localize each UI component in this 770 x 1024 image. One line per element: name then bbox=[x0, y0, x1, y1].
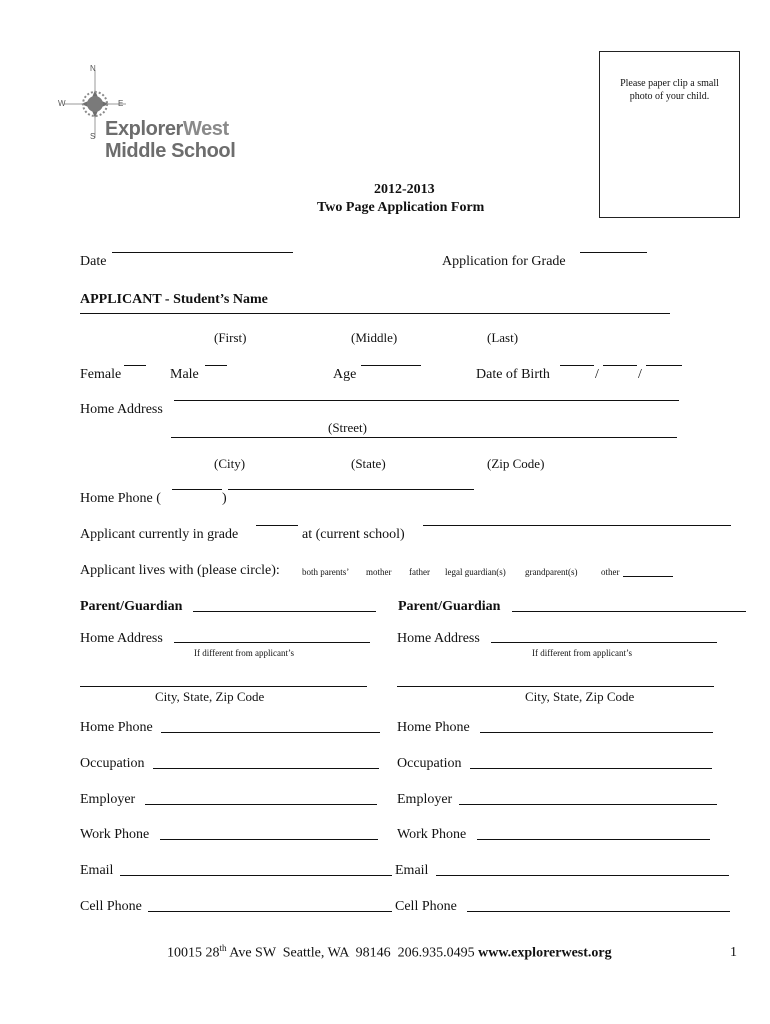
guardian-right-email-field[interactable] bbox=[436, 875, 729, 876]
form-year: 2012-2013 bbox=[374, 182, 435, 197]
current-grade-field[interactable] bbox=[256, 525, 298, 526]
guardian-right-heading: Parent/Guardian bbox=[398, 599, 501, 614]
guardian-left-work-phone-field[interactable] bbox=[160, 839, 378, 840]
last-caption: (Last) bbox=[487, 330, 519, 345]
compass-e: E bbox=[118, 99, 124, 108]
guardian-right-employer-label: Employer bbox=[397, 792, 453, 807]
grade-field[interactable] bbox=[580, 252, 647, 253]
guardian-right-occupation-label: Occupation bbox=[397, 756, 462, 771]
lives-with-option-grandparent[interactable]: grandparent(s) bbox=[525, 567, 578, 577]
guardian-right-city-caption: City, State, Zip Code bbox=[525, 689, 635, 704]
lives-with-option-mother[interactable]: mother bbox=[366, 567, 392, 577]
home-phone-close: ) bbox=[222, 491, 227, 506]
applicant-heading: APPLICANT - Student’s Name bbox=[80, 292, 268, 307]
guardian-left-email-field[interactable] bbox=[120, 875, 392, 876]
guardian-right-home-phone-field[interactable] bbox=[480, 732, 713, 733]
street-field[interactable] bbox=[174, 400, 679, 401]
guardian-right-name-field[interactable] bbox=[512, 611, 746, 612]
dob-slash-2: / bbox=[638, 367, 642, 382]
school-logo bbox=[58, 64, 236, 164]
city-caption: (City) bbox=[214, 456, 246, 471]
guardian-left-name-field[interactable] bbox=[193, 611, 376, 612]
guardian-right-cell-phone-label: Cell Phone bbox=[395, 899, 457, 914]
guardian-left-home-phone-field[interactable] bbox=[161, 732, 380, 733]
male-field[interactable] bbox=[205, 365, 227, 366]
guardian-left-home-address-label: Home Address bbox=[80, 631, 163, 646]
guardian-right-work-phone-field[interactable] bbox=[477, 839, 710, 840]
age-field[interactable] bbox=[361, 365, 421, 366]
guardian-left-home-phone-label: Home Phone bbox=[80, 720, 153, 735]
current-grade-label: Applicant currently in grade bbox=[80, 527, 239, 542]
dob-day-field[interactable] bbox=[603, 365, 637, 366]
guardian-left-cell-phone-field[interactable] bbox=[148, 911, 392, 912]
guardian-left-occupation-label: Occupation bbox=[80, 756, 145, 771]
guardian-left-work-phone-label: Work Phone bbox=[80, 827, 150, 842]
lives-with-label: Applicant lives with (please circle): bbox=[80, 563, 280, 578]
guardian-right-home-address-label: Home Address bbox=[397, 631, 480, 646]
dob-month-field[interactable] bbox=[560, 365, 594, 366]
age-label: Age bbox=[333, 367, 357, 382]
guardian-right-occupation-field[interactable] bbox=[470, 768, 712, 769]
logo-name-line1: ExplorerWest bbox=[105, 118, 229, 140]
photo-instruction: Please paper clip a small photo of your child. bbox=[620, 78, 719, 102]
guardian-right-home-phone-label: Home Phone bbox=[397, 720, 470, 735]
guardian-right-if-different: If different from applicant’s bbox=[532, 648, 633, 658]
home-address-label: Home Address bbox=[80, 402, 163, 417]
guardian-right-city-field[interactable] bbox=[397, 686, 714, 687]
guardian-right-home-address-field[interactable] bbox=[491, 642, 717, 643]
lives-with-option-legal-guardian[interactable]: legal guardian(s) bbox=[445, 567, 506, 577]
form-title: Two Page Application Form bbox=[317, 200, 485, 215]
dob-label: Date of Birth bbox=[476, 367, 550, 382]
guardian-left-employer-label: Employer bbox=[80, 792, 136, 807]
current-school-label: at (current school) bbox=[302, 527, 405, 542]
guardian-left-home-address-field[interactable] bbox=[174, 642, 370, 643]
footer-address-rest: Ave SW Seattle, WA 98146 206.935.0495 bbox=[226, 945, 479, 961]
guardian-right-email-label: Email bbox=[395, 863, 429, 878]
city-state-zip-field[interactable] bbox=[171, 437, 677, 438]
guardian-left-occupation-field[interactable] bbox=[153, 768, 379, 769]
grade-label: Application for Grade bbox=[442, 254, 566, 269]
state-caption: (State) bbox=[351, 456, 386, 471]
footer-address-number: 10015 28 bbox=[167, 945, 220, 961]
dob-slash-1: / bbox=[595, 367, 599, 382]
footer-address-suffix: th bbox=[219, 943, 227, 953]
dob-year-field[interactable] bbox=[646, 365, 682, 366]
female-label: Female bbox=[80, 367, 122, 382]
logo-name-line2: Middle School bbox=[105, 140, 236, 162]
lives-with-other-field[interactable] bbox=[623, 576, 673, 577]
guardian-left-employer-field[interactable] bbox=[145, 804, 377, 805]
page-number: 1 bbox=[730, 945, 737, 960]
lives-with-option-other[interactable]: other bbox=[601, 567, 620, 577]
first-caption: (First) bbox=[214, 330, 247, 345]
home-phone-area-field[interactable] bbox=[172, 489, 222, 490]
middle-caption: (Middle) bbox=[351, 330, 398, 345]
student-name-field[interactable] bbox=[80, 313, 670, 314]
lives-with-option-both-parents[interactable]: both parents’ bbox=[302, 567, 350, 577]
guardian-left-email-label: Email bbox=[80, 863, 114, 878]
male-label: Male bbox=[170, 367, 199, 382]
guardian-right-employer-field[interactable] bbox=[459, 804, 717, 805]
guardian-right-work-phone-label: Work Phone bbox=[397, 827, 467, 842]
date-field[interactable] bbox=[112, 252, 293, 253]
current-school-field[interactable] bbox=[423, 525, 731, 526]
footer-website-link[interactable]: www.explorerwest.org bbox=[478, 945, 612, 961]
footer-address bbox=[167, 943, 612, 962]
compass-s: S bbox=[90, 132, 96, 141]
guardian-right-cell-phone-field[interactable] bbox=[467, 911, 730, 912]
photo-box bbox=[599, 51, 740, 218]
street-caption: (Street) bbox=[328, 420, 367, 435]
home-phone-field[interactable] bbox=[228, 489, 474, 490]
compass-n: N bbox=[90, 64, 96, 73]
guardian-left-heading: Parent/Guardian bbox=[80, 599, 183, 614]
date-label: Date bbox=[80, 254, 107, 269]
guardian-left-cell-phone-label: Cell Phone bbox=[80, 899, 142, 914]
guardian-left-city-field[interactable] bbox=[80, 686, 367, 687]
compass-w: W bbox=[58, 99, 66, 108]
zip-caption: (Zip Code) bbox=[487, 456, 545, 471]
home-phone-label: Home Phone ( bbox=[80, 491, 161, 506]
lives-with-option-father[interactable]: father bbox=[409, 567, 430, 577]
guardian-left-city-caption: City, State, Zip Code bbox=[155, 689, 265, 704]
female-field[interactable] bbox=[124, 365, 146, 366]
guardian-left-if-different: If different from applicant’s bbox=[194, 648, 295, 658]
